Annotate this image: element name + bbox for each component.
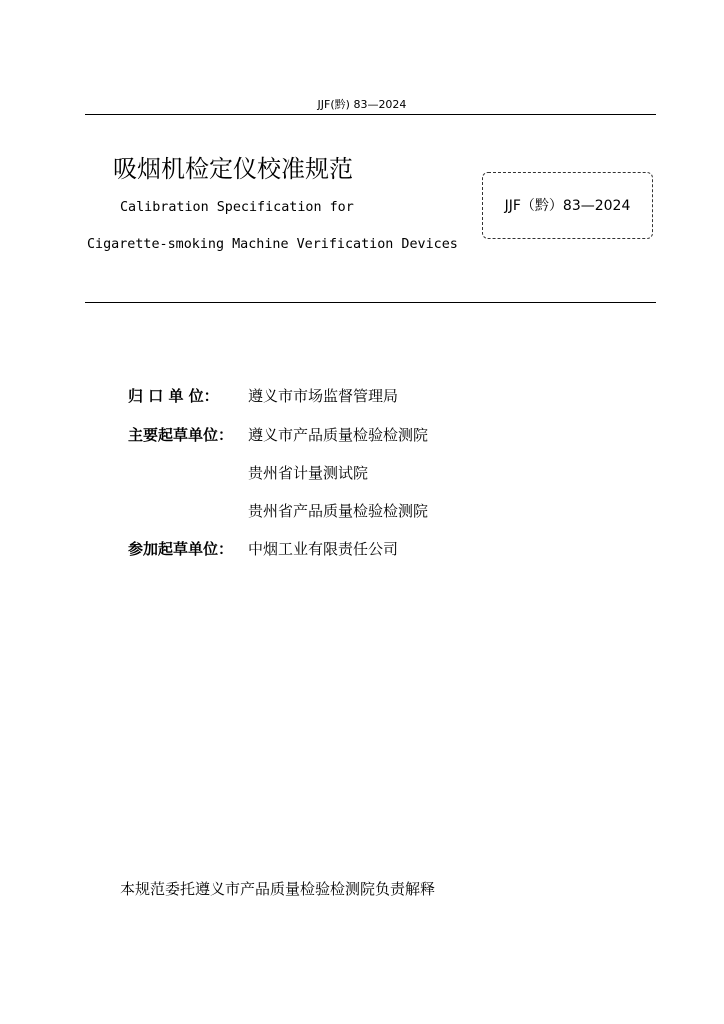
specification-code: JJF（黔）83—2024 [504, 198, 631, 214]
responsible-unit-label: 归 口 单 位： [128, 387, 219, 405]
interpretation-note: 本规范委托遵义市产品质量检验检测院负责解释 [120, 880, 436, 898]
running-header: JJF(黔) 83—2024 [317, 98, 407, 111]
responsible-unit-row [128, 385, 398, 407]
main-drafting-unit-row [128, 424, 428, 446]
main-drafting-unit-label: 主要起草单位： [128, 426, 234, 444]
main-drafting-unit-value: 遵义市产品质量检验检测院 [248, 426, 429, 444]
header-rule [85, 114, 656, 115]
document-title-chinese: 吸烟机检定仪校准规范 [113, 155, 353, 183]
specification-code-box [482, 172, 653, 239]
main-drafting-unit-value: 贵州省计量测试院 [248, 464, 369, 482]
responsible-unit-value: 遵义市市场监督管理局 [248, 387, 399, 405]
document-title-english-line1: Calibration Specification for [120, 200, 354, 215]
main-drafting-unit-value: 贵州省产品质量检验检测院 [248, 502, 429, 520]
title-divider-rule [85, 302, 656, 303]
document-title-english-line2: Cigarette-smoking Machine Verification Devices [87, 237, 458, 252]
participating-unit-value: 中烟工业有限责任公司 [248, 540, 399, 558]
participating-unit-row [128, 538, 398, 560]
participating-unit-label: 参加起草单位： [128, 540, 234, 558]
